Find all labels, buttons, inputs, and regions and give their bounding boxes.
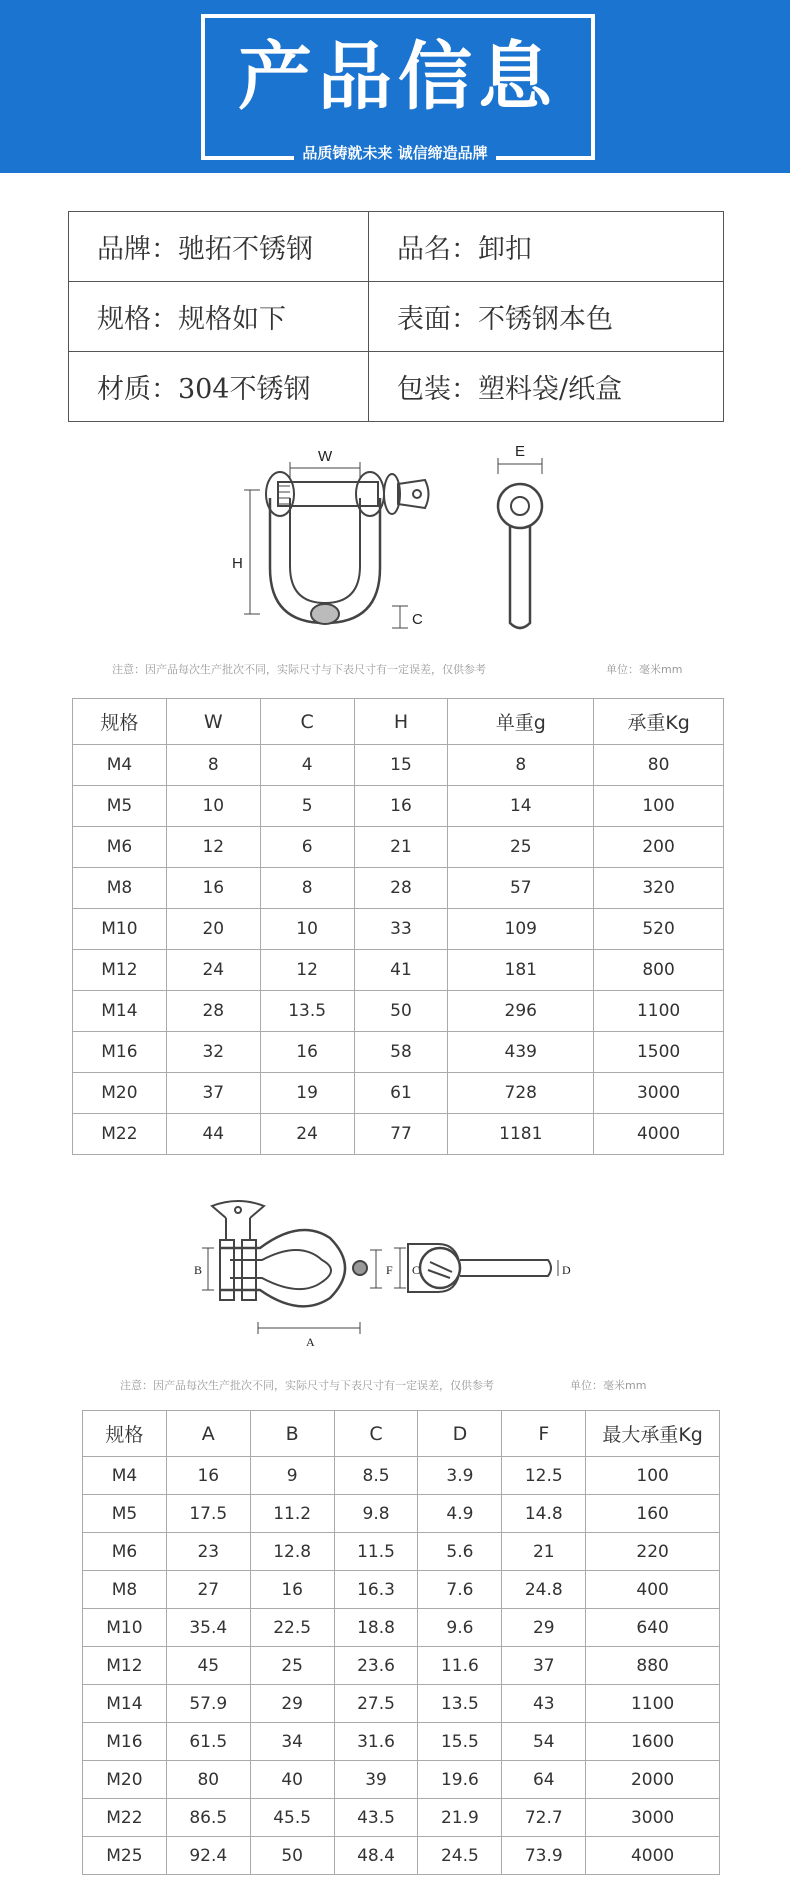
table-cell: 17.5 [166,1495,250,1533]
spec-size-cell: M10 [83,1609,167,1647]
table-cell: 1181 [448,1114,594,1155]
info-brand: 品牌：驰拓不锈钢 [69,212,369,282]
table-cell: 8 [166,745,260,786]
dim-label-a: A [306,1335,315,1349]
table-cell: 18.8 [334,1609,418,1647]
table-cell: 100 [586,1457,720,1495]
dim-label-b: B [194,1263,203,1277]
table-cell: 220 [586,1533,720,1571]
table-cell: 25 [448,827,594,868]
table-cell: 61 [354,1073,448,1114]
table-cell: 5 [260,786,354,827]
table-cell: 45 [166,1647,250,1685]
spec-size-cell: M6 [83,1533,167,1571]
table-cell: 43 [502,1685,586,1723]
dim-label-w: W [318,448,333,465]
banner-title: 产品信息 [238,34,558,120]
spec-size-cell: M25 [83,1837,167,1875]
diagram1-unit: 单位：毫米mm [606,663,683,676]
table-cell: 10 [260,909,354,950]
table-cell: 33 [354,909,448,950]
table-cell: 28 [354,868,448,909]
table-cell: 23 [166,1533,250,1571]
col-header: 规格 [83,1411,167,1457]
spec-size-cell: M5 [83,1495,167,1533]
banner-frame [201,14,595,160]
table-row [83,1647,720,1685]
spec-size-cell: M14 [73,991,167,1032]
d-shackle-diagram [220,428,580,653]
spec-size-cell: M16 [83,1723,167,1761]
table-cell: 14 [448,786,594,827]
table-cell: 11.6 [418,1647,502,1685]
table-cell: 12.8 [250,1533,334,1571]
spec-size-cell: M22 [83,1799,167,1837]
table-cell: 6 [260,827,354,868]
table-cell: 40 [250,1761,334,1799]
spec-size-cell: M4 [73,745,167,786]
table-body [73,745,724,1155]
table-cell: 9.6 [418,1609,502,1647]
table-cell: 7.6 [418,1571,502,1609]
table-row [83,1609,720,1647]
table-row [83,1837,720,1875]
table-cell: 100 [594,786,724,827]
table-cell: 8.5 [334,1457,418,1495]
table-body [83,1457,720,1875]
table-cell: 5.6 [418,1533,502,1571]
table-row [83,1685,720,1723]
diagram1-note: 注意：因产品每次生产批次不同，实际尺寸与下表尺寸有一定误差，仅供参考 [112,663,486,676]
banner-subtitle: 品质铸就未来 诚信缔造品牌 [294,141,495,165]
d-shackle-spec-table [72,698,724,1155]
table-cell: 880 [586,1647,720,1685]
table-row [83,1799,720,1837]
table-cell: 37 [166,1073,260,1114]
table-row [73,1073,724,1114]
table-cell: 160 [586,1495,720,1533]
table-cell: 16 [250,1571,334,1609]
dim-label-c: C [412,611,423,628]
table-row [73,827,724,868]
table-cell: 13.5 [418,1685,502,1723]
table-cell: 64 [502,1761,586,1799]
col-header: C [260,699,354,745]
table-cell: 77 [354,1114,448,1155]
table-header-row [83,1411,720,1457]
table-cell: 39 [334,1761,418,1799]
table-cell: 24 [166,950,260,991]
spec-size-cell: M12 [83,1647,167,1685]
table-cell: 27.5 [334,1685,418,1723]
diagram2-unit: 单位：毫米mm [570,1379,647,1392]
table-cell: 1100 [594,991,724,1032]
col-header: 规格 [73,699,167,745]
table-cell: 29 [250,1685,334,1723]
table-row [73,786,724,827]
table-cell: 73.9 [502,1837,586,1875]
col-header: W [166,699,260,745]
table-cell: 61.5 [166,1723,250,1761]
table-row [73,1032,724,1073]
table-cell: 34 [250,1723,334,1761]
table-row [73,950,724,991]
info-packaging: 包装：塑料袋/纸盒 [369,352,724,422]
spec-size-cell: M20 [83,1761,167,1799]
table-cell: 11.2 [250,1495,334,1533]
table-cell: 15.5 [418,1723,502,1761]
table-cell: 92.4 [166,1837,250,1875]
table-cell: 15 [354,745,448,786]
product-info-table [68,211,724,422]
table-cell: 8 [260,868,354,909]
table-row [83,1457,720,1495]
diagram2-note: 注意：因产品每次生产批次不同，实际尺寸与下表尺寸有一定误差，仅供参考 [120,1379,494,1392]
table-cell: 45.5 [250,1799,334,1837]
table-cell: 21.9 [418,1799,502,1837]
col-header: 最大承重Kg [586,1411,720,1457]
table-row [83,1571,720,1609]
table-cell: 400 [586,1571,720,1609]
table-cell: 1100 [586,1685,720,1723]
table-cell: 4000 [586,1837,720,1875]
table-cell: 57 [448,868,594,909]
table-cell: 4000 [594,1114,724,1155]
spec-size-cell: M4 [83,1457,167,1495]
table-cell: 37 [502,1647,586,1685]
spec-size-cell: M14 [83,1685,167,1723]
table-cell: 9.8 [334,1495,418,1533]
table-cell: 21 [502,1533,586,1571]
table-cell: 57.9 [166,1685,250,1723]
table-cell: 16 [260,1032,354,1073]
info-row [69,352,724,422]
table-cell: 44 [166,1114,260,1155]
table-cell: 19 [260,1073,354,1114]
table-cell: 8 [448,745,594,786]
col-header: 单重g [448,699,594,745]
table-cell: 43.5 [334,1799,418,1837]
spec-size-cell: M8 [83,1571,167,1609]
table-cell: 32 [166,1032,260,1073]
table-row [73,1114,724,1155]
table-cell: 29 [502,1609,586,1647]
table-cell: 12 [166,827,260,868]
table-cell: 520 [594,909,724,950]
spec-size-cell: M5 [73,786,167,827]
table-cell: 31.6 [334,1723,418,1761]
col-header: D [418,1411,502,1457]
col-header: C [334,1411,418,1457]
table-cell: 12.5 [502,1457,586,1495]
table-row [73,991,724,1032]
table-row [83,1723,720,1761]
dim-label-e: E [515,443,526,460]
table-cell: 21 [354,827,448,868]
table-header-row [73,699,724,745]
table-cell: 2000 [586,1761,720,1799]
table-cell: 12 [260,950,354,991]
spec-size-cell: M12 [73,950,167,991]
table-cell: 16 [166,1457,250,1495]
table-cell: 3000 [586,1799,720,1837]
table-cell: 640 [586,1609,720,1647]
dim-label-d: D [562,1263,571,1277]
table-cell: 14.8 [502,1495,586,1533]
info-surface: 表面：不锈钢本色 [369,282,724,352]
table-cell: 9 [250,1457,334,1495]
table-row [83,1533,720,1571]
table-cell: 48.4 [334,1837,418,1875]
col-header: F [502,1411,586,1457]
table-row [73,745,724,786]
table-cell: 181 [448,950,594,991]
table-cell: 86.5 [166,1799,250,1837]
spec-size-cell: M16 [73,1032,167,1073]
table-row [83,1495,720,1533]
spec-size-cell: M20 [73,1073,167,1114]
table-cell: 4 [260,745,354,786]
table-cell: 3000 [594,1073,724,1114]
info-material: 材质：304不锈钢 [69,352,369,422]
info-product-name: 品名：卸扣 [369,212,724,282]
table-cell: 54 [502,1723,586,1761]
table-cell: 25 [250,1647,334,1685]
spec-size-cell: M22 [73,1114,167,1155]
table-cell: 22.5 [250,1609,334,1647]
dim-label-h: H [232,555,243,572]
col-header: 承重Kg [594,699,724,745]
table-cell: 320 [594,868,724,909]
header-banner [0,0,790,173]
table-cell: 11.5 [334,1533,418,1571]
dim-label-c2: C [412,1263,421,1277]
table-cell: 728 [448,1073,594,1114]
table-cell: 800 [594,950,724,991]
table-cell: 1600 [586,1723,720,1761]
dim-label-f: F [386,1263,393,1277]
info-spec: 规格：规格如下 [69,282,369,352]
table-cell: 3.9 [418,1457,502,1495]
table-cell: 27 [166,1571,250,1609]
table-cell: 109 [448,909,594,950]
table-cell: 80 [594,745,724,786]
table-cell: 50 [250,1837,334,1875]
table-cell: 296 [448,991,594,1032]
bow-shackle-diagram [190,1198,610,1358]
bow-shackle-spec-table [82,1410,720,1875]
table-cell: 80 [166,1761,250,1799]
table-cell: 439 [448,1032,594,1073]
info-row [69,282,724,352]
table-cell: 16.3 [334,1571,418,1609]
table-cell: 24.5 [418,1837,502,1875]
table-cell: 24.8 [502,1571,586,1609]
table-cell: 13.5 [260,991,354,1032]
col-header: A [166,1411,250,1457]
col-header: H [354,699,448,745]
table-cell: 16 [354,786,448,827]
table-cell: 24 [260,1114,354,1155]
table-cell: 10 [166,786,260,827]
table-cell: 16 [166,868,260,909]
spec-size-cell: M10 [73,909,167,950]
table-cell: 23.6 [334,1647,418,1685]
table-row [83,1761,720,1799]
table-cell: 200 [594,827,724,868]
table-cell: 20 [166,909,260,950]
table-cell: 50 [354,991,448,1032]
table-cell: 1500 [594,1032,724,1073]
table-cell: 72.7 [502,1799,586,1837]
info-row [69,212,724,282]
table-cell: 19.6 [418,1761,502,1799]
table-cell: 4.9 [418,1495,502,1533]
table-cell: 41 [354,950,448,991]
table-row [73,909,724,950]
col-header: B [250,1411,334,1457]
table-cell: 28 [166,991,260,1032]
table-cell: 58 [354,1032,448,1073]
spec-size-cell: M6 [73,827,167,868]
table-row [73,868,724,909]
table-cell: 35.4 [166,1609,250,1647]
spec-size-cell: M8 [73,868,167,909]
